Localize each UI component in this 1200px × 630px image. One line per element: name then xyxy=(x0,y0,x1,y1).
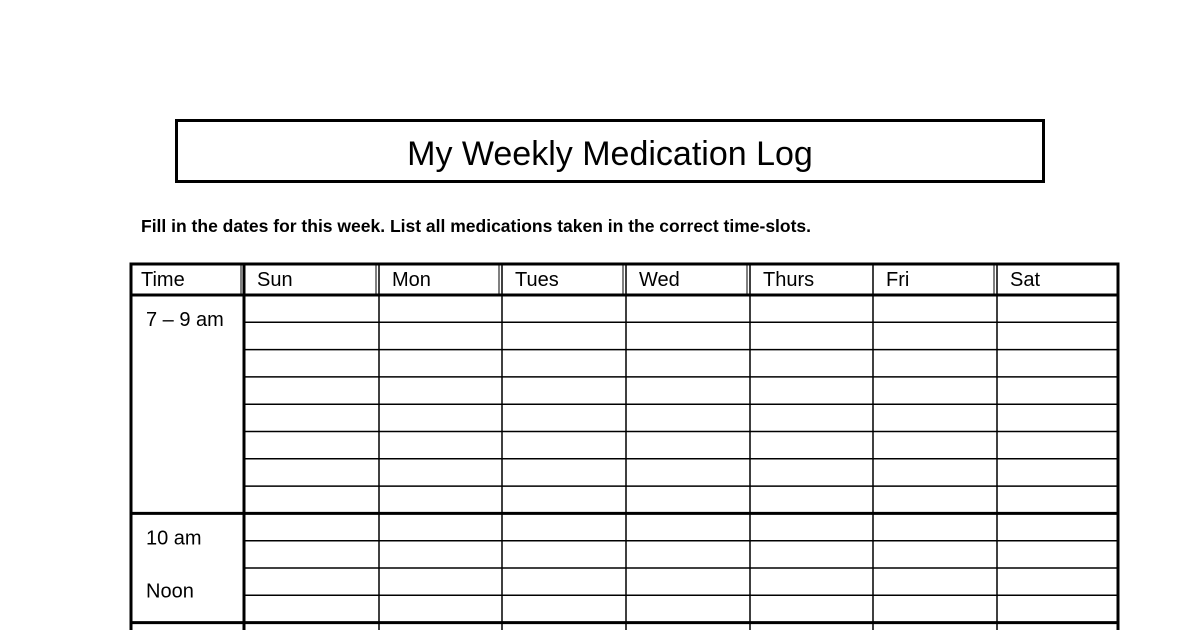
table-labels xyxy=(141,269,1040,602)
day-header-tues: Tues xyxy=(515,269,559,291)
day-header-thurs: Thurs xyxy=(763,269,815,291)
day-header-sun: Sun xyxy=(257,269,293,291)
day-header-wed: Wed xyxy=(639,269,680,291)
page-title: My Weekly Medication Log xyxy=(407,134,813,173)
time-column-header: Time xyxy=(141,269,185,291)
time-slot-label: Noon xyxy=(146,580,194,603)
day-header-mon: Mon xyxy=(392,269,431,291)
day-header-sat: Sat xyxy=(1010,269,1041,291)
time-slot-label: 10 am xyxy=(146,527,202,550)
instructions-text: Fill in the dates for this week. List all medications taken in the correct time-slots. xyxy=(141,216,812,236)
day-header-fri: Fri xyxy=(886,269,910,291)
time-slot-label: 7 – 9 am xyxy=(146,309,224,331)
table-grid xyxy=(131,263,1118,630)
